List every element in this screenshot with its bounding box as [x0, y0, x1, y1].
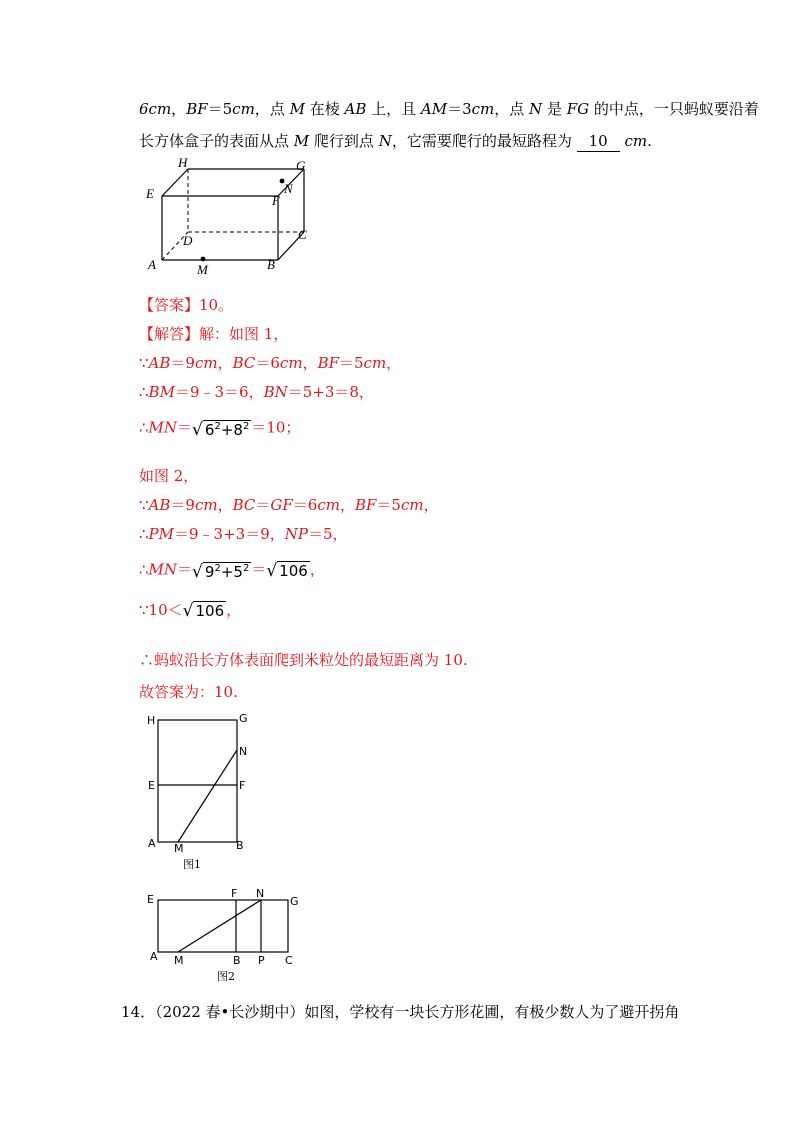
fig1-label-n: N	[239, 745, 248, 758]
next-problem: 14．（2022 春•长沙期中）如图，学校有一块长方形花圃，有极少数人为了避开拐角	[121, 1003, 680, 1021]
step-3: ∴MN＝√ $6^2+8^2 =10$；	[139, 418, 301, 440]
point-m	[201, 257, 206, 262]
fig2-label-m: M	[174, 954, 184, 967]
sqrt-9-5: √ $9^2+5^2$	[192, 562, 250, 582]
fig2-intro: 如图 2，	[139, 467, 199, 485]
fig1-caption: 图1	[183, 858, 201, 871]
label-e: E	[146, 186, 154, 201]
fig1-label-a: A	[148, 837, 156, 850]
fig2-label-p: P	[258, 954, 265, 967]
problem-line-1: 6cm，BF＝5cm，点 M 在棱 AB 上，且 AM＝3cm，点 N 是 FG 的中点，一只蚂蚁要沿着	[139, 100, 759, 118]
label-n: N	[284, 181, 293, 196]
label-g: G	[296, 158, 306, 173]
fig1-label-b: B	[236, 839, 244, 852]
label-d: D	[183, 233, 193, 248]
step-7: ∵10＜√ 106 ，	[139, 601, 242, 621]
step-2: ∴BM＝9﹣3＝6，BN＝5+3＝8，	[139, 383, 374, 401]
fig2-label-c: C	[285, 954, 293, 967]
fig1-label-h: H	[147, 714, 156, 727]
fig2-label-g: G	[290, 895, 299, 908]
fig2-caption: 图2	[217, 970, 235, 983]
fig1-label-f: F	[239, 779, 246, 792]
sqrt-106: √ 106	[266, 560, 308, 581]
fig2-label-f: F	[231, 887, 238, 900]
label-b: B	[267, 257, 275, 272]
label-c: C	[298, 227, 307, 242]
sqrt-106-compare: √ 106	[182, 601, 225, 621]
fig2-label-n: N	[256, 887, 265, 900]
final-answer: 故答案为：10.	[139, 683, 238, 701]
fig2-label-e: E	[147, 893, 154, 906]
step-5: ∴PM＝9﹣3+3＝9，NP＝5，	[139, 525, 348, 543]
label-m: M	[197, 262, 208, 277]
fig2-label-a: A	[150, 950, 158, 963]
answer-blank: 10	[577, 131, 620, 152]
answer-line: 【答案】10。	[139, 296, 234, 314]
label-h: H	[178, 155, 188, 170]
fig1-label-g: G	[239, 712, 248, 725]
label-f: F	[272, 193, 280, 208]
problem-line-2: 长方体盒子的表面从点 M 爬行到点 N，它需要爬行的最短路程为 10 cm.	[139, 132, 652, 150]
fig2-label-b: B	[233, 954, 241, 967]
analysis-line: 【解答】解：如图 1，	[139, 325, 289, 343]
fig1-label-m: M	[174, 842, 184, 855]
conclusion: ∴蚂蚁沿长方体表面爬到米粒处的最短距离为 10.	[139, 651, 468, 669]
label-a: A	[148, 257, 156, 272]
sqrt-6-8: √ $6^2+8^2$	[192, 420, 250, 440]
step-4: ∵AB＝9cm，BC＝GF＝6cm，BF＝5cm，	[139, 496, 439, 514]
step-6: ∴MN＝√ $9^2+5^2$ ＝√ 106 ，	[139, 560, 325, 582]
figure-2-net	[150, 892, 300, 957]
fig1-label-e: E	[148, 779, 155, 792]
step-1: ∵AB＝9cm，BC＝6cm，BF＝5cm，	[139, 354, 402, 372]
